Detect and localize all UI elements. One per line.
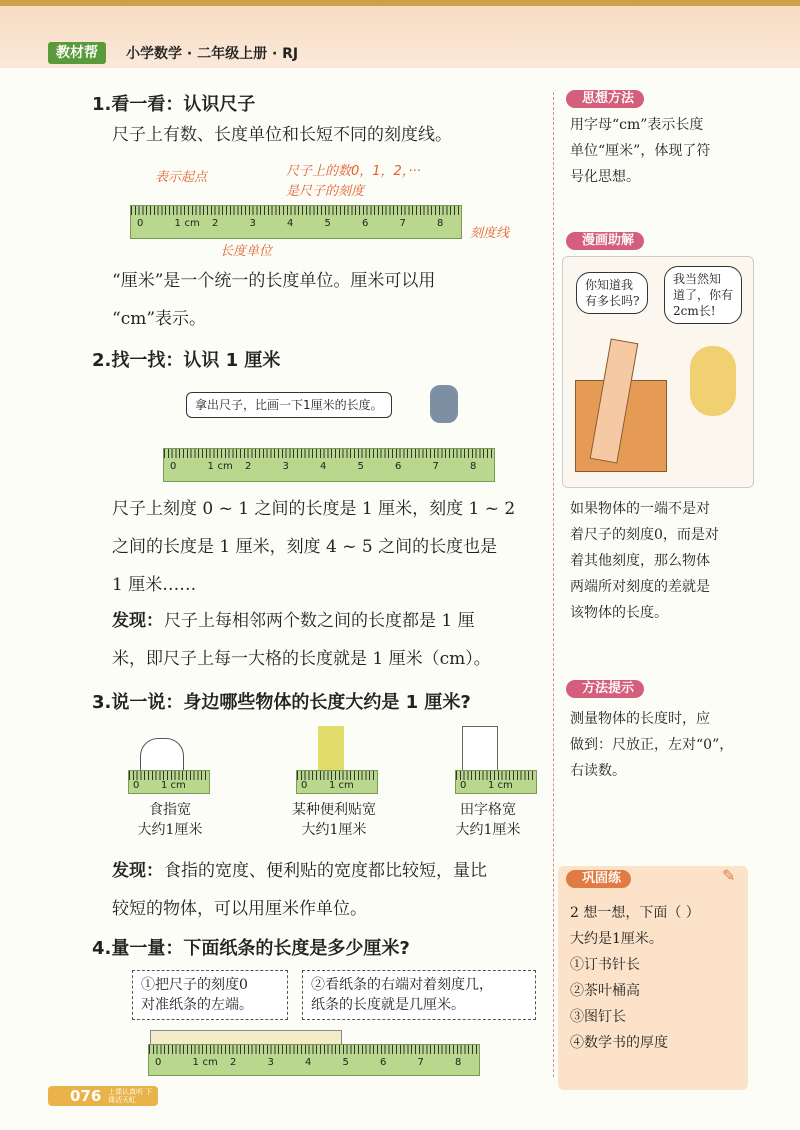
comic-bubble-right-line: 道了，你有: [673, 288, 734, 302]
sidebar-text1-line: 单位“厘米”，体现了符: [570, 143, 711, 159]
practice-option: ③图钉长: [570, 1009, 626, 1025]
header-gold-strip: [0, 0, 800, 6]
section2-find2: 米，即尺子上每一大格的长度就是 1 厘米（cm）。: [112, 649, 491, 669]
example-sticky-line2: 大约1厘米: [301, 822, 367, 838]
ruler-number: 1: [192, 1057, 199, 1068]
ruler-number: 7: [417, 1057, 424, 1068]
series-label: 小学数学 · 二年级上册 · RJ: [126, 46, 299, 62]
ruler-number: 0: [155, 1057, 162, 1068]
ruler-unit: cm: [202, 1057, 218, 1068]
ruler-number: 2: [230, 1057, 237, 1068]
ruler-number: 8: [437, 218, 444, 229]
tag-thinking-method: 思想方法: [566, 90, 644, 108]
ruler-number: 1: [174, 218, 181, 229]
section2-para3: 1 厘米……: [112, 575, 197, 595]
section1-intro: 尺子上有数、长度单位和长短不同的刻度线。: [112, 125, 452, 145]
ruler-number: 0: [137, 218, 144, 229]
ruler-number: 0: [460, 780, 467, 791]
sidebar-text2-line: 着其他刻度，那么物体: [570, 553, 710, 569]
header-band: [0, 0, 800, 68]
ruler-number: 1 cm: [488, 780, 513, 791]
section1-para1: “厘米”是一个统一的长度单位。厘米可以用: [112, 271, 436, 291]
section2-para2: 之间的长度是 1 厘米，刻度 4 ~ 5 之间的长度也是: [112, 537, 498, 557]
practice-option: ④数学书的厚度: [570, 1035, 668, 1051]
ruler-number: 1: [207, 461, 214, 472]
ruler-number: 6: [362, 218, 369, 229]
ruler-number: 5: [324, 218, 331, 229]
practice-option: ②茶叶桶高: [570, 983, 640, 999]
section4-title: 4.量一量：下面纸条的长度是多少厘米?: [92, 938, 410, 959]
ruler-number: 6: [395, 461, 402, 472]
sidebar-text1-line: 用字母“cm”表示长度: [570, 117, 704, 133]
tag-practice: 巩固练: [566, 870, 631, 888]
ruler-diagram-1: [130, 205, 462, 239]
grid-square-illustration: [462, 726, 498, 772]
sidebar-text1: [570, 112, 765, 190]
sidebar-text2-line: 如果物体的一端不是对: [570, 501, 710, 517]
ruler-number: 4: [305, 1057, 312, 1068]
section1-para2: “cm”表示。: [112, 309, 207, 329]
ruler-finger: [128, 770, 210, 794]
brand-label: 教材帮: [48, 42, 106, 64]
ruler-number: 1 cm: [329, 780, 354, 791]
comic-bubble-right-line: 我当然知: [673, 272, 722, 286]
sidebar-text2: [570, 496, 765, 626]
practice-option: ①订书针长: [570, 957, 640, 973]
sidebar-text3: [570, 706, 765, 784]
ruler-number: 4: [287, 218, 294, 229]
ruler-number: 7: [399, 218, 406, 229]
ruler-number: 3: [249, 218, 256, 229]
practice-question-line2: 大约是1厘米。: [570, 931, 663, 947]
ruler-grid-square: [455, 770, 537, 794]
example-finger-line2: 大约1厘米: [137, 822, 203, 838]
comic-bubble-right-line: 2cm长!: [673, 304, 716, 318]
page-number: 076: [70, 1087, 102, 1105]
ruler-number: 1 cm: [161, 780, 186, 791]
comic-bubble-right: [664, 266, 742, 324]
label-length-unit: 长度单位: [220, 244, 273, 259]
section2-find-label: 发现：: [112, 611, 163, 631]
ruler-unit: cm: [217, 461, 233, 472]
step2-box: [302, 970, 536, 1020]
ruler-number: 2: [212, 218, 219, 229]
section3-find2: 较短的物体，可以用厘米作单位。: [112, 899, 367, 919]
ruler-number: 2: [245, 461, 252, 472]
sidebar-text3-line: 做到：尺放正，左对“0”，: [570, 737, 734, 753]
step1-box: [132, 970, 288, 1020]
step2-line2: 纸条的长度就是几厘米。: [311, 997, 465, 1013]
section3-find-label: 发现：: [112, 861, 163, 881]
ruler-number: 3: [282, 461, 289, 472]
ruler-number: 5: [357, 461, 364, 472]
pencil-icon: ✎: [722, 866, 736, 885]
practice-question-line1: 2 想一想，下面（ ）: [570, 905, 700, 921]
ruler-sticky-note: [296, 770, 378, 794]
section2-find1: 尺子上每相邻两个数之间的长度都是 1 厘: [164, 611, 475, 631]
example-sticky-line1: 某种便利贴宽: [292, 802, 376, 818]
ruler-number: 8: [455, 1057, 462, 1068]
footer-slogan: 上课认真听 下课活天虹: [108, 1088, 153, 1104]
sidebar-text1-line: 号化思想。: [570, 169, 640, 185]
section3-find1: 食指的宽度、便利贴的宽度都比较短，量比: [164, 861, 487, 881]
ruler-diagram-2: [163, 448, 495, 482]
example-grid-line2: 大约1厘米: [455, 822, 521, 838]
robot-speech-bubble: 拿出尺子，比画一下1厘米的长度。: [186, 392, 392, 418]
ruler-number: 8: [470, 461, 477, 472]
example-finger-line1: 食指宽: [149, 802, 191, 818]
comic-bubble-left-line: 你知道我: [585, 278, 634, 292]
label-numbers-1: 尺子上的数0，1，2，···: [286, 164, 421, 179]
comic-bubble-left: [576, 272, 648, 314]
label-tick-lines: 刻度线: [470, 226, 510, 241]
label-start-point: 表示起点: [155, 170, 208, 185]
step1-line2: 对准纸条的左端。: [141, 997, 253, 1013]
comic-bubble-left-line: 有多长吗?: [585, 294, 640, 308]
section1-title: 1.看一看：认识尺子: [92, 94, 256, 115]
robot-icon: [430, 385, 458, 423]
step1-line1: ①把尺子的刻度0: [141, 977, 248, 993]
ruler-unit: cm: [184, 218, 200, 229]
ruler-number: 3: [267, 1057, 274, 1068]
ruler-number: 4: [320, 461, 327, 472]
section2-title: 2.找一找：认识 1 厘米: [92, 350, 281, 371]
ruler-number: 7: [432, 461, 439, 472]
ruler-number: 0: [170, 461, 177, 472]
sidebar-text2-line: 该物体的长度。: [570, 605, 668, 621]
tag-comic-help: 漫画助解: [566, 232, 644, 250]
step2-line1: ②看纸条的右端对着刻度几，: [311, 977, 493, 993]
sidebar-text3-line: 右读数。: [570, 763, 626, 779]
tag-method-tip: 方法提示: [566, 680, 644, 698]
bee-character-icon: [690, 346, 736, 416]
ruler-number: 0: [133, 780, 140, 791]
sidebar-text2-line: 两端所对刻度的差就是: [570, 579, 710, 595]
ruler-number: 5: [342, 1057, 349, 1068]
ruler-number: 6: [380, 1057, 387, 1068]
sidebar-text2-line: 着尺子的刻度0，而是对: [570, 527, 719, 543]
ruler-diagram-4: [148, 1044, 480, 1076]
example-grid-line1: 田字格宽: [460, 802, 516, 818]
sidebar-divider: [553, 92, 554, 1077]
practice-question: [570, 900, 765, 1056]
sticky-note-illustration: [318, 726, 344, 772]
section3-title: 3.说一说：身边哪些物体的长度大约是 1 厘米?: [92, 692, 471, 713]
section2-para1: 尺子上刻度 0 ~ 1 之间的长度是 1 厘米，刻度 1 ~ 2: [112, 499, 516, 519]
ruler-number: 0: [301, 780, 308, 791]
label-numbers-2: 是尺子的刻度: [286, 184, 365, 199]
sidebar-text3-line: 测量物体的长度时，应: [570, 711, 710, 727]
